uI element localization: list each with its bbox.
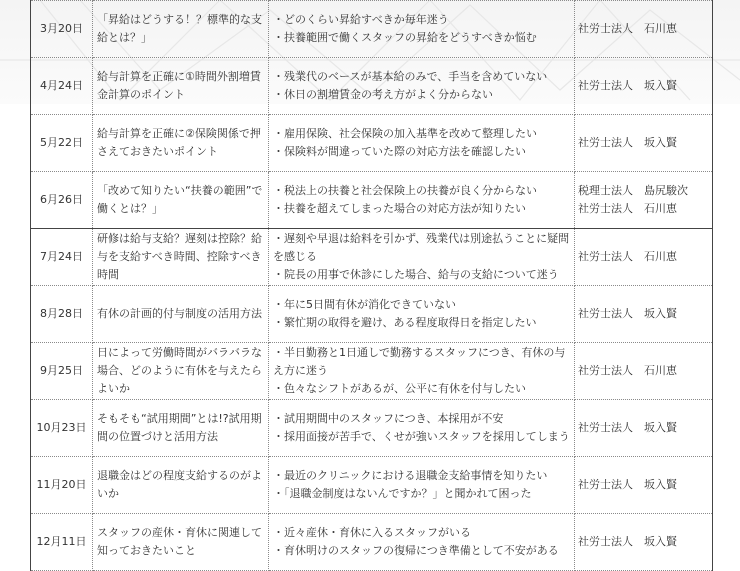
table-row <box>31 172 713 229</box>
concern-item: ・育休明けのスタッフの復帰につき準備として不安がある <box>273 544 559 557</box>
session-concerns <box>269 514 575 571</box>
session-date: 7月24日 <box>31 229 93 286</box>
lecturer-name: 税理士法人 島尻駿次 <box>578 184 688 197</box>
session-lecturer <box>575 286 713 343</box>
session-lecturer <box>575 1 713 58</box>
session-lecturer <box>575 58 713 115</box>
session-lecturer <box>575 229 713 286</box>
session-concerns <box>269 58 575 115</box>
concern-item: ・保険料が間違っていた際の対応方法を確認したい <box>273 145 526 158</box>
session-theme: 退職金はどの程度支給するのがよいか <box>93 457 269 514</box>
session-theme: 給与計算を正確に②保険関係で押さえておきたいポイント <box>93 115 269 172</box>
session-lecturer <box>575 457 713 514</box>
concern-item: ・繁忙期の取得を避け、ある程度取得日を指定したい <box>273 316 537 329</box>
session-lecturer <box>575 172 713 229</box>
concern-item: ・最近のクリニックにおける退職金支給事情を知りたい <box>273 469 548 482</box>
session-concerns <box>269 1 575 58</box>
table-row <box>31 457 713 514</box>
session-concerns <box>269 457 575 514</box>
lecturer-name: 社労士法人 坂入賢 <box>578 478 677 491</box>
concern-item: ・採用面接が苦手で、くせが強いスタッフを採用してしまう <box>273 430 570 443</box>
concern-item: ・雇用保険、社会保険の加入基準を改めて整理したい <box>273 127 537 140</box>
table-row <box>31 400 713 457</box>
concern-item: ・遅刻や早退は給料を引かず、残業代は別途払うことに疑問を感じる <box>273 232 570 263</box>
session-concerns <box>269 286 575 343</box>
session-theme: 研修は給与支給？遅刻は控除？給与を支給すべき時間、控除すべき時間 <box>93 229 269 286</box>
table-row <box>31 286 713 343</box>
lecturer-name: 社労士法人 坂入賢 <box>578 136 677 149</box>
session-theme: 「昇給はどうする！？標準的な支給とは？」 <box>93 1 269 58</box>
table-row <box>31 229 713 286</box>
session-concerns <box>269 115 575 172</box>
seminar-schedule-table <box>30 0 713 571</box>
session-date: 12月11日 <box>31 514 93 571</box>
concern-item: ・年に5日間有休が消化できていない <box>273 298 456 311</box>
session-theme: 「改めて知りたい“扶養の範囲”で働くとは？」 <box>93 172 269 229</box>
session-date: 8月28日 <box>31 286 93 343</box>
concern-item: ・残業代のベースが基本給のみで、手当を含めていない <box>273 70 548 83</box>
concern-item: ・「退職金制度はないんですか？」と聞かれて困った <box>273 487 532 500</box>
session-lecturer <box>575 343 713 400</box>
session-concerns <box>269 400 575 457</box>
session-date: 4月24日 <box>31 58 93 115</box>
table-row <box>31 115 713 172</box>
lecturer-name: 社労士法人 石川恵 <box>578 250 677 263</box>
session-date: 6月26日 <box>31 172 93 229</box>
concern-item: ・税法上の扶養と社会保険上の扶養が良く分からない <box>273 184 537 197</box>
table-row <box>31 514 713 571</box>
concern-item: ・扶養範囲で働くスタッフの昇給をどうすべきか悩む <box>273 31 537 44</box>
lecturer-name: 社労士法人 石川恵 <box>578 22 677 35</box>
concern-item: ・色々なシフトがあるが、公平に有休を付与したい <box>273 382 526 395</box>
table-row <box>31 58 713 115</box>
lecturer-name: 社労士法人 石川恵 <box>578 202 677 215</box>
session-lecturer <box>575 514 713 571</box>
concern-item: ・休日の割増賃金の考え方がよく分からない <box>273 88 493 101</box>
session-date: 5月22日 <box>31 115 93 172</box>
session-theme: 給与計算を正確に①時間外割増賃金計算のポイント <box>93 58 269 115</box>
concern-item: ・院長の用事で休診にした場合、給与の支給について迷う <box>273 268 559 281</box>
lecturer-name: 社労士法人 石川恵 <box>578 364 677 377</box>
table-row <box>31 343 713 400</box>
lecturer-name: 社労士法人 坂入賢 <box>578 307 677 320</box>
concern-item: ・近々産休・育休に入るスタッフがいる <box>273 526 471 539</box>
session-date: 3月20日 <box>31 1 93 58</box>
session-concerns <box>269 172 575 229</box>
concern-item: ・試用期間中のスタッフにつき、本採用が不安 <box>273 412 504 425</box>
session-theme: スタッフの産休・育休に関連して知っておきたいこと <box>93 514 269 571</box>
session-concerns <box>269 229 575 286</box>
lecturer-name: 社労士法人 坂入賢 <box>578 535 677 548</box>
session-date: 11月20日 <box>31 457 93 514</box>
session-theme: 有休の計画的付与制度の活用方法 <box>93 286 269 343</box>
session-lecturer <box>575 115 713 172</box>
session-date: 10月23日 <box>31 400 93 457</box>
schedule-body <box>31 0 713 571</box>
concern-item: ・どのくらい昇給すべきか毎年迷う <box>273 13 449 26</box>
session-date: 9月25日 <box>31 343 93 400</box>
session-theme: 日によって労働時間がバラバラな場合、どのように有休を与えたらよいか <box>93 343 269 400</box>
session-concerns <box>269 343 575 400</box>
lecturer-name: 社労士法人 坂入賢 <box>578 79 677 92</box>
session-theme: そもそも“試用期間”とは!?試用期間の位置づけと活用方法 <box>93 400 269 457</box>
concern-item: ・半日勤務と1日通しで勤務するスタッフにつき、有休の与え方に迷う <box>273 346 566 377</box>
table-row <box>31 1 713 58</box>
session-lecturer <box>575 400 713 457</box>
lecturer-name: 社労士法人 坂入賢 <box>578 421 677 434</box>
concern-item: ・扶養を超えてしまった場合の対応方法が知りたい <box>273 202 526 215</box>
